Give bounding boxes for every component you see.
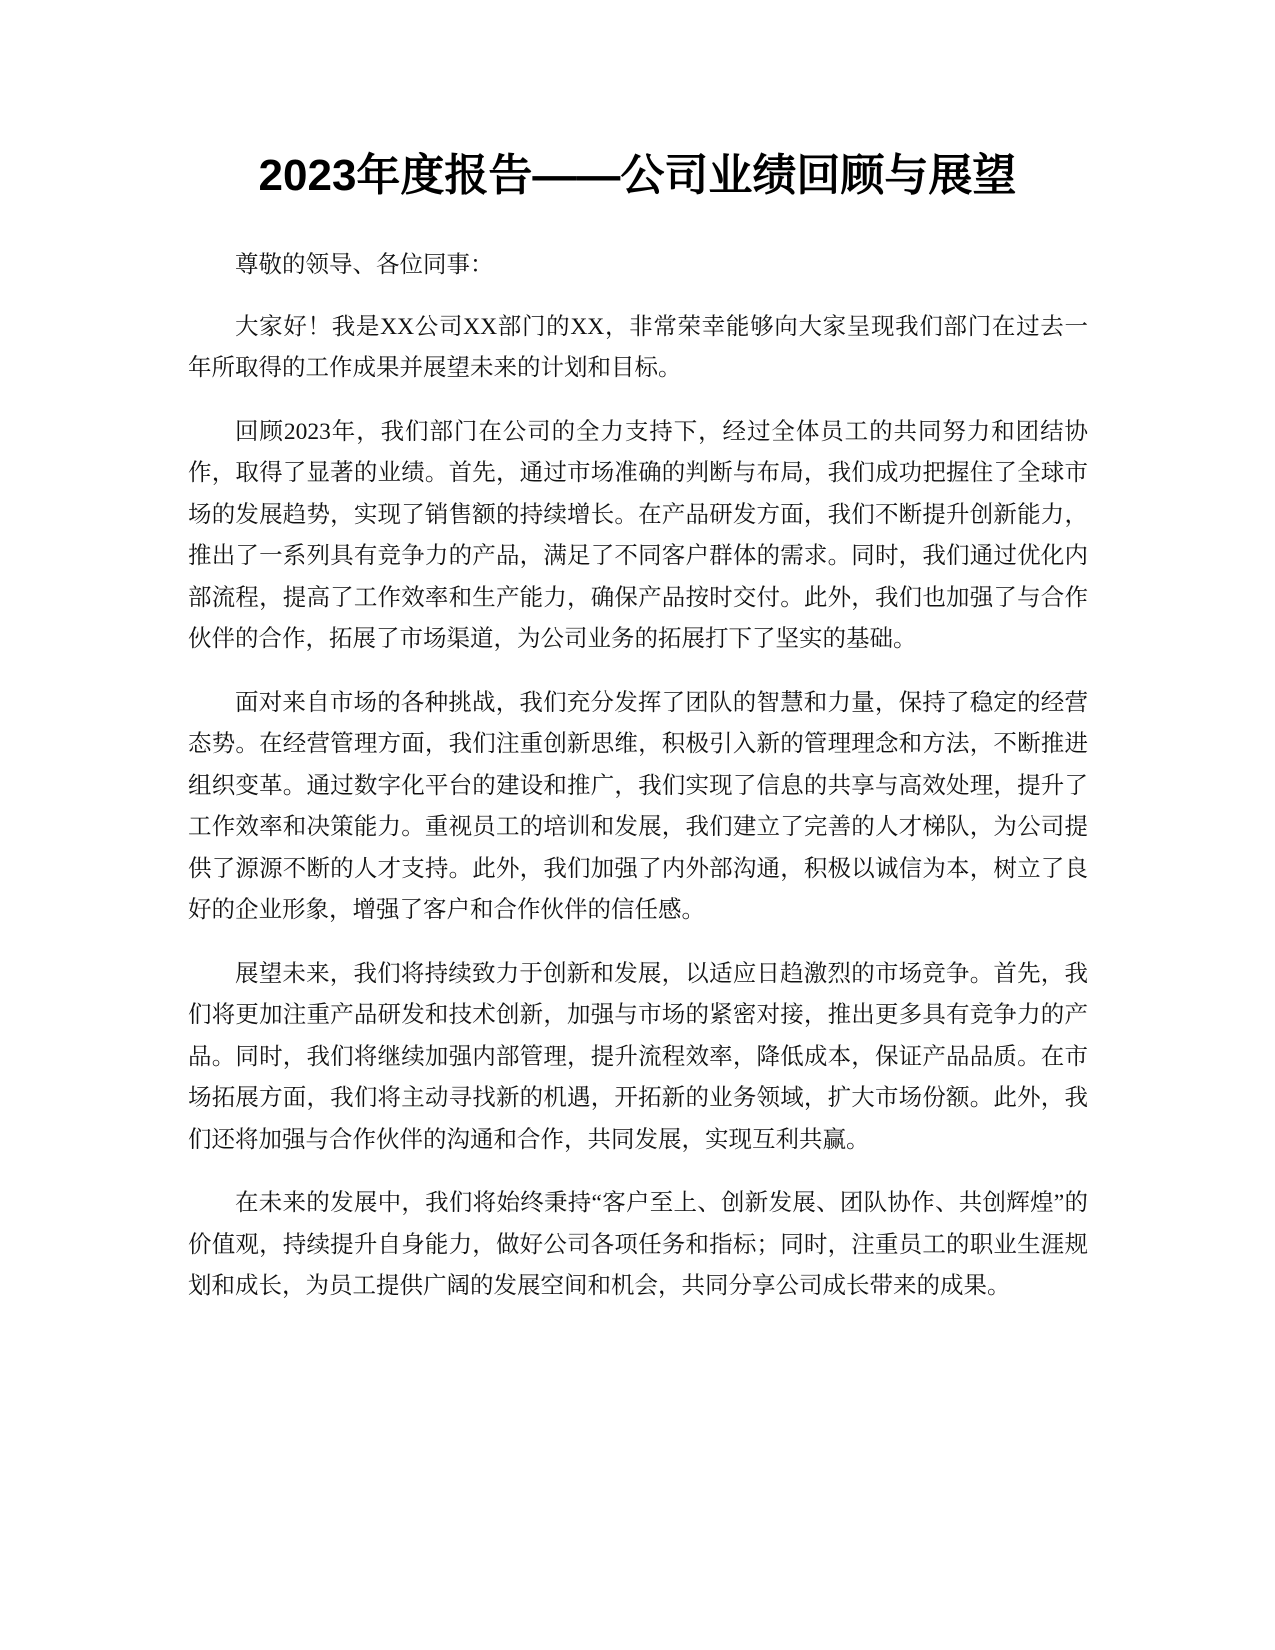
document-title: 2023年度报告——公司业绩回顾与展望 (258, 151, 1017, 200)
paragraph-values: 在未来的发展中，我们将始终秉持“客户至上、创新发展、团队协作、共创辉煌”的价值观，持续提升自身能力，做好公司各项任务和指标；同时，注重员工的职业生涯规划和成长，为员工提供广阔的发展空间和机会，共同分享公司成长带来的成果。 (188, 1190, 1088, 1299)
paragraph-challenges: 面对来自市场的各种挑战，我们充分发挥了团队的智慧和力量，保持了稳定的经营态势。在经营管理方面，我们注重创新思维，积极引入新的管理理念和方法，不断推进组织变革。通过数字化平台的建设和推广，我们实现了信息的共享与高效处理，提升了工作效率和决策能力。重视员工的培训和发展，我们建立了完善的人才梯队，为公司提供了源源不断的人才支持。此外，我们加强了内外部沟通，积极以诚信为本，树立了良好的企业形象，增强了客户和合作伙伴的信任感。 (188, 689, 1088, 923)
paragraph-outlook: 展望未来，我们将持续致力于创新和发展，以适应日趋激烈的市场竞争。首先，我们将更加注重产品研发和技术创新，加强与市场的紧密对接，推出更多具有竞争力的产品。同时，我们将继续加强内部管理，提升流程效率，降低成本，保证产品品质。在市场拓展方面，我们将主动寻找新的机遇，开拓新的业务领域，扩大市场份额。此外，我们还将加强与合作伙伴的沟通和合作，共同发展，实现互利共赢。 (188, 960, 1088, 1153)
salutation: 尊敬的领导、各位同事： (235, 252, 494, 278)
paragraph-review: 回顾2023年，我们部门在公司的全力支持下，经过全体员工的共同努力和团结协作，取得了显著的业绩。首先，通过市场准确的判断与布局，我们成功把握住了全球市场的发展趋势，实现了销售额的持续增长。在产品研发方面，我们不断提升创新能力，推出了一系列具有竞争力的产品，满足了不同客户群体的需求。同时，我们通过优化内部流程，提高了工作效率和生产能力，确保产品按时交付。此外，我们也加强了与合作伙伴的合作，拓展了市场渠道，为公司业务的拓展打下了坚实的基础。 (188, 418, 1088, 652)
document-body (188, 245, 1088, 1330)
paragraph-intro: 大家好！我是XX公司XX部门的XX，非常荣幸能够向大家呈现我们部门在过去一年所取得的工作成果并展望未来的计划和目标。 (188, 313, 1088, 381)
